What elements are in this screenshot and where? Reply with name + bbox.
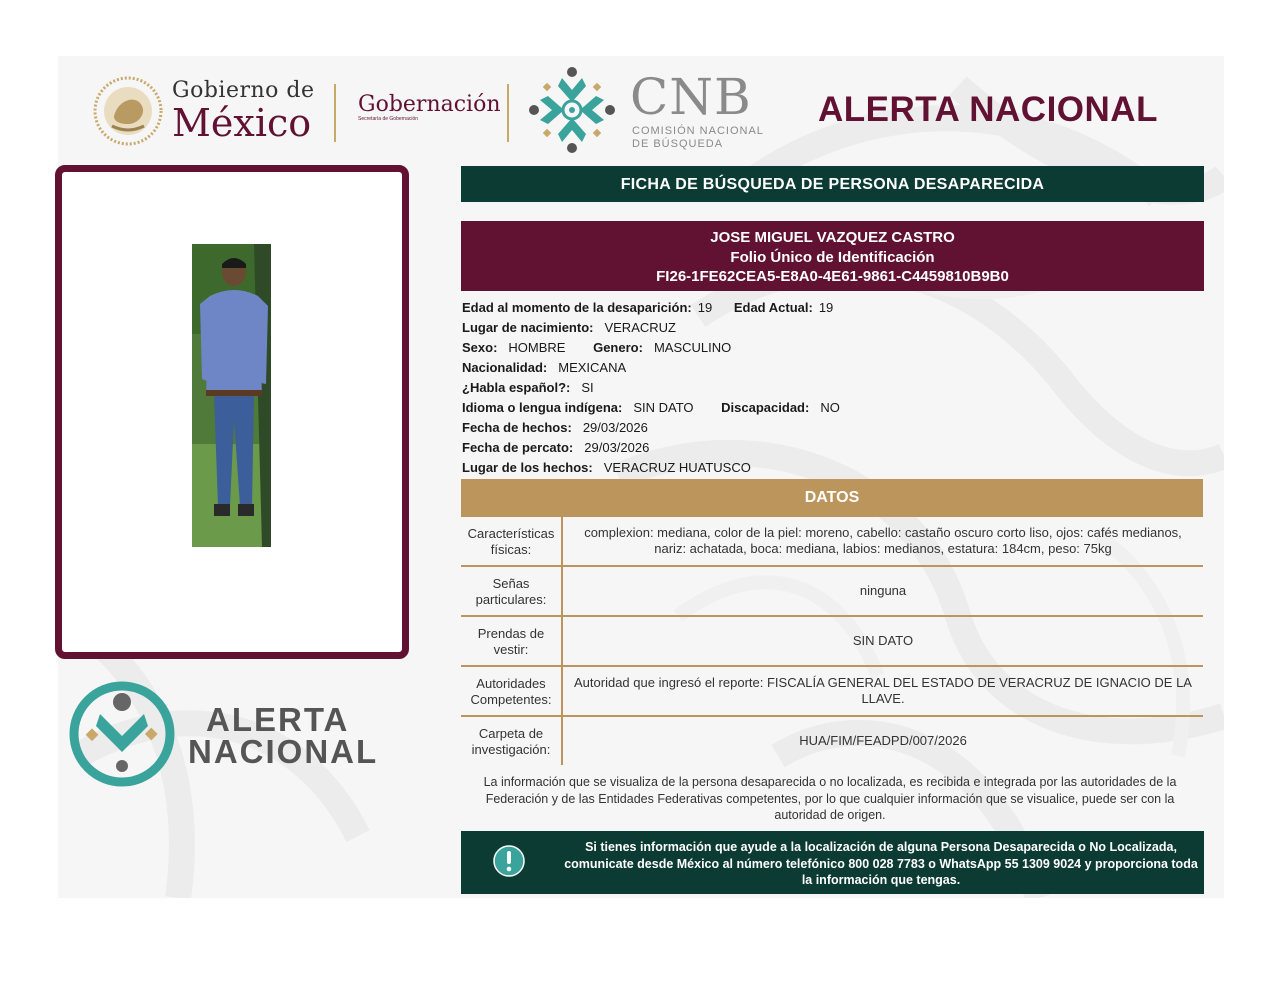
cnb-emblem-icon (526, 64, 618, 156)
info-row (462, 378, 840, 398)
info-row (462, 298, 840, 318)
info-row (462, 318, 840, 338)
gobierno-line2: México (172, 101, 312, 145)
alerta-nacional-title: ALERTA NACIONAL (818, 90, 1158, 129)
folio-number: FI26-1FE62CEA5-E8A0-4E61-9861-C4459810B9B0 (656, 268, 1009, 285)
disclaimer-text: La información que se visualiza de la persona desaparecida o no localizada, es recibida e integrada por las autoridades de la Federación y de las Entidades Federativas competentes, por lo que cualquier información que se visualice, puede ser con la autoridad de origen. (483, 775, 1177, 822)
info-row (462, 358, 840, 378)
table-row (461, 667, 1203, 717)
person-name: JOSE MIGUEL VAZQUEZ CASTRO (710, 229, 955, 246)
edad-desap-value: 19 (697, 300, 713, 315)
row-label: Autoridades Competentes: (461, 667, 563, 715)
header-divider (507, 84, 509, 142)
alerta-logo-line1: ALERTA (206, 701, 350, 738)
genero-label: Genero: (593, 340, 643, 355)
idioma-label: Idioma o lengua indígena: (462, 400, 623, 415)
mexico-coat-of-arms-icon (92, 76, 164, 146)
gobernacion-sub: Secretaría de Gobernación (358, 116, 419, 122)
row-value: SIN DATO (852, 633, 914, 648)
header-divider (334, 84, 336, 142)
row-label: Señas particulares: (461, 567, 563, 615)
cnb-title: CNB (630, 68, 752, 126)
edad-actual-value: 19 (818, 300, 834, 315)
sexo-label: Sexo: (462, 340, 498, 355)
nacionalidad-label: Nacionalidad: (462, 360, 548, 375)
fecha-hechos-value: 29/03/2026 (582, 420, 648, 435)
discapacidad-label: Discapacidad: (721, 400, 810, 415)
missing-person-photo (192, 244, 271, 547)
info-row (462, 458, 840, 478)
edad-actual-label: Edad Actual: (733, 300, 813, 315)
espanol-label: ¿Habla español?: (462, 380, 571, 395)
genero-value: MASCULINO (653, 340, 732, 355)
idioma-value: SIN DATO (633, 400, 694, 415)
alerta-nacional-logo-icon (68, 680, 176, 788)
nacionalidad-value: MEXICANA (558, 360, 627, 375)
person-info (462, 298, 840, 478)
row-value: complexion: mediana, color de la piel: moreno, cabello: castaño oscuro corto liso, ojos: cafés medianos, nariz: achatada, boca: mediana, labios: medianos, estatura: 184cm, peso: 75kg (584, 525, 1182, 556)
edad-desap-label: Edad al momento de la desaparición: (462, 300, 692, 315)
row-label: Carpeta de investigación: (461, 717, 563, 765)
cnb-sub-line1: COMISIÓN NACIONAL (632, 125, 764, 137)
exclamation-icon (493, 845, 525, 877)
gobierno-de-mexico-logo (172, 78, 315, 145)
datos-table (461, 517, 1203, 765)
sexo-value: HOMBRE (508, 340, 566, 355)
row-value: ninguna (859, 583, 907, 598)
lugar-nac-label: Lugar de nacimiento: (462, 320, 594, 335)
row-value: Autoridad que ingresó el reporte: FISCALÍA GENERAL DEL ESTADO DE VERACRUZ DE IGNACIO DE LA LLAVE. (574, 675, 1192, 706)
cnb-sub-line2: DE BÚSQUEDA (632, 138, 724, 150)
info-row (462, 398, 840, 418)
lugar-hechos-value: VERACRUZ HUATUSCO (603, 460, 751, 475)
espanol-value: SI (581, 380, 594, 395)
table-row (461, 717, 1203, 765)
table-row (461, 567, 1203, 617)
gobernacion-logo: Gobernación (358, 92, 501, 117)
row-label: Prendas de vestir: (461, 617, 563, 665)
contact-message: Si tienes información que ayude a la localización de alguna Persona Desaparecida o No Localizada, comunicate desde México al número telefónico 800 028 7783 o WhatsApp 55 1309 9024 y proporciona toda la información que tengas. (564, 840, 1198, 887)
gobierno-line1: Gobierno de (172, 78, 315, 103)
contact-banner (461, 831, 1204, 894)
fecha-hechos-label: Fecha de hechos: (462, 420, 572, 435)
row-value: HUA/FIM/FEADPD/007/2026 (799, 733, 967, 748)
fecha-percato-value: 29/03/2026 (584, 440, 650, 455)
lugar-hechos-label: Lugar de los hechos: (462, 460, 593, 475)
table-row (461, 517, 1203, 567)
person-header (461, 221, 1204, 291)
info-row (462, 418, 840, 438)
table-row (461, 617, 1203, 667)
ficha-title: FICHA DE BÚSQUEDA DE PERSONA DESAPARECIDA (461, 166, 1204, 202)
discapacidad-value: NO (820, 400, 840, 415)
alerta-logo-line2: NACIONAL (188, 733, 379, 770)
datos-header: DATOS (461, 479, 1203, 517)
row-label: Características físicas: (461, 517, 563, 565)
info-row (462, 438, 840, 458)
folio-label: Folio Único de Identificación (730, 248, 935, 266)
alerta-nacional-logo-text (188, 701, 379, 770)
info-row (462, 338, 840, 358)
cnb-subtitle (632, 125, 764, 151)
lugar-nac-value: VERACRUZ (604, 320, 676, 335)
fecha-percato-label: Fecha de percato: (462, 440, 574, 455)
